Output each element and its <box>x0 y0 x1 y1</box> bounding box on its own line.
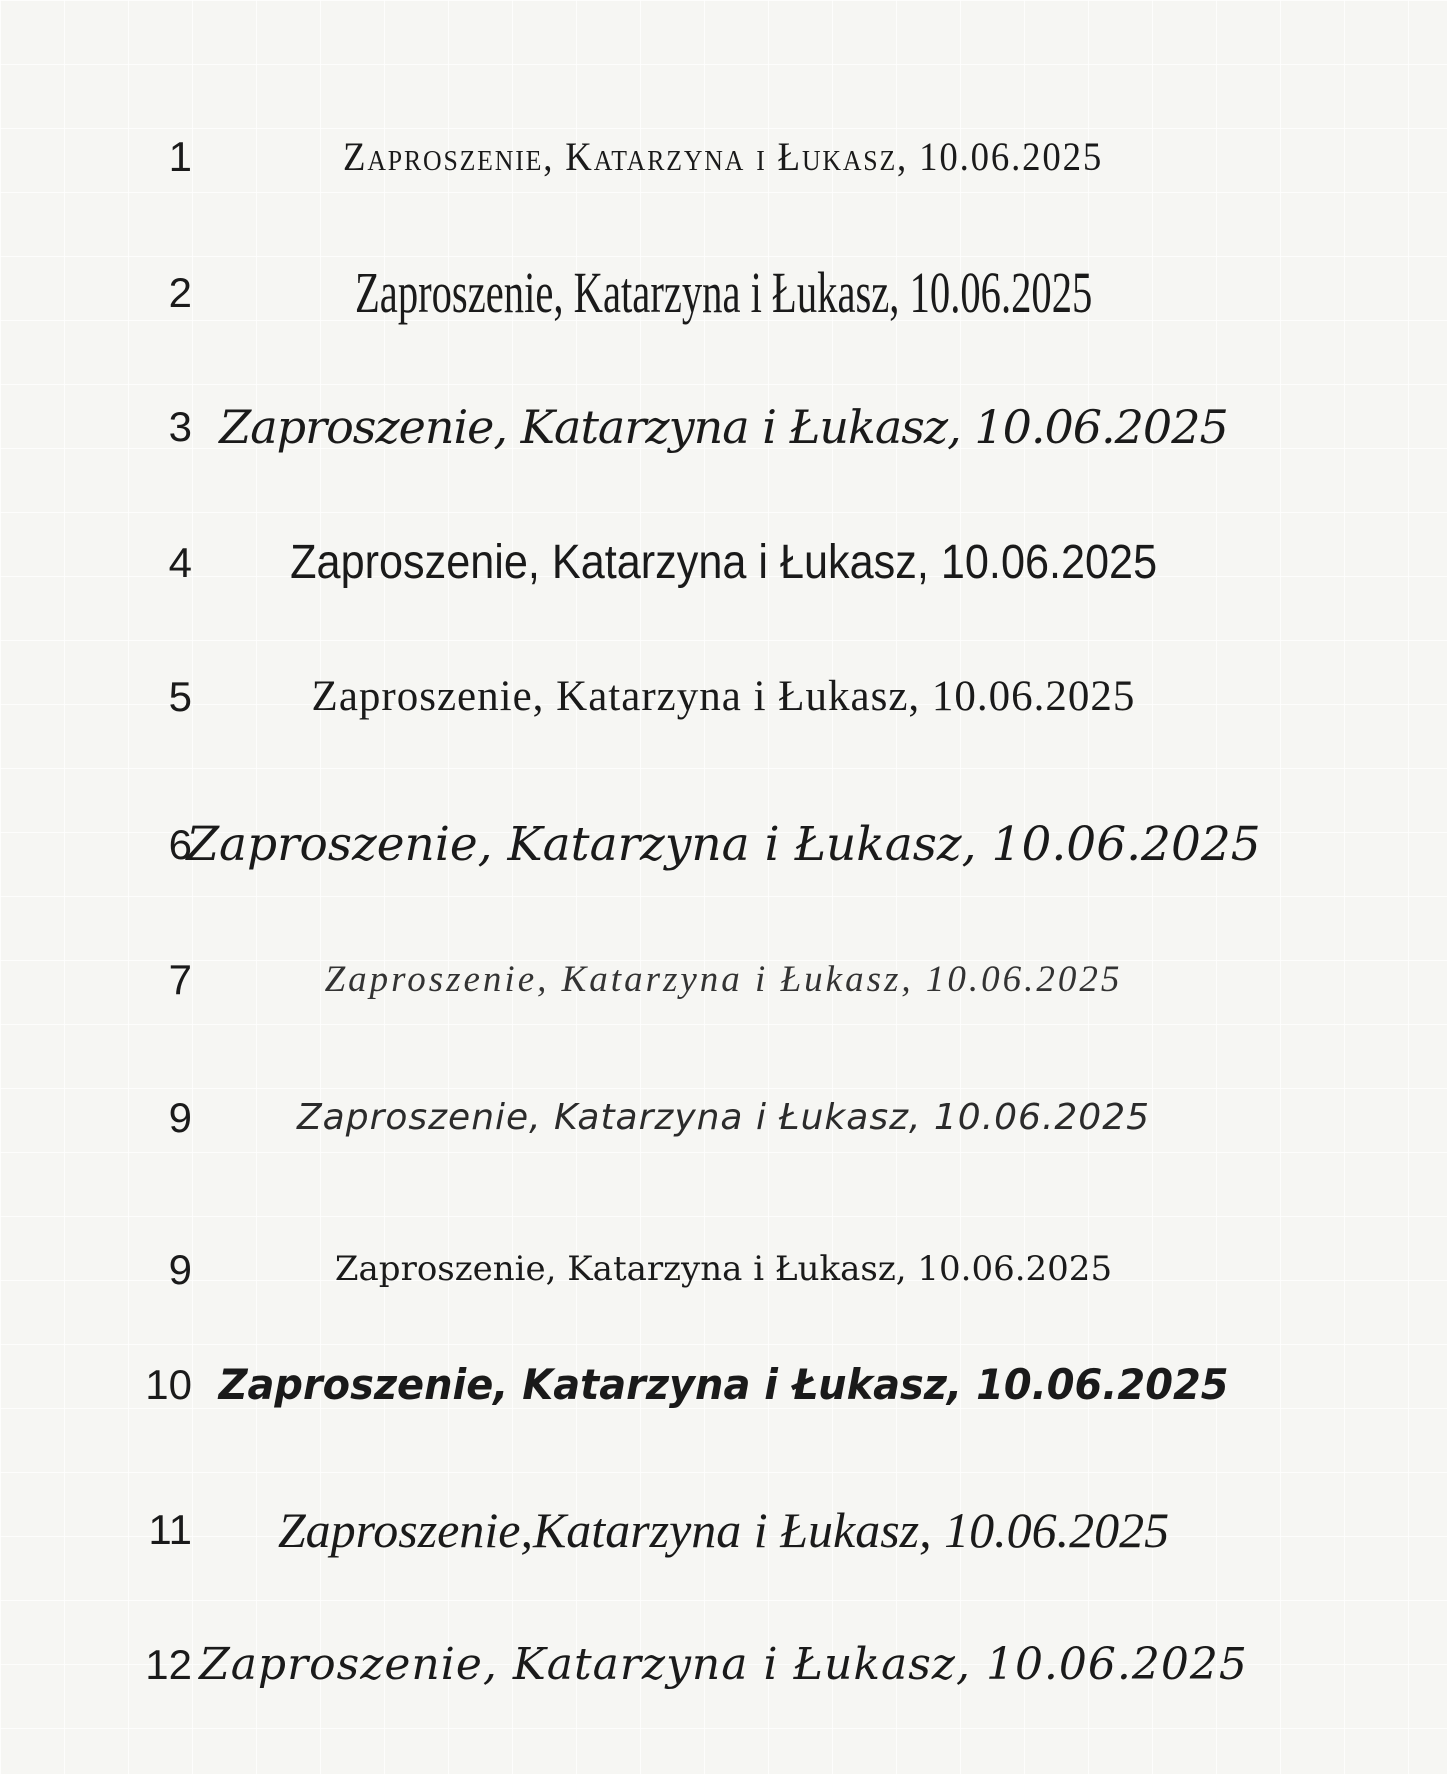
font-sample-row-9 <box>0 1220 1447 1320</box>
font-sample-row-5 <box>0 647 1447 747</box>
font-option-number: 3 <box>168 403 192 450</box>
font-option-number: 2 <box>168 269 192 316</box>
font-sample-row-8 <box>0 1068 1447 1168</box>
font-sample-text: Zaproszenie, Katarzyna i Łukasz, 10.06.2025 <box>290 535 1157 589</box>
font-sample-row-6 <box>0 795 1447 895</box>
font-option-number: 4 <box>168 539 192 586</box>
font-sample-text: Zaproszenie, Katarzyna i Łukasz, 10.06.2025 <box>334 1249 1113 1290</box>
font-sample-row-10 <box>0 1335 1447 1435</box>
font-option-number: 6 <box>168 821 192 868</box>
font-sample-text: Zaproszenie, Katarzyna i Łukasz, 10.06.2025 <box>218 1359 1229 1409</box>
font-sample-row-2 <box>0 243 1447 343</box>
font-option-number: 12 <box>145 1641 192 1688</box>
font-sample-text: Zaproszenie, Katarzyna i Łukasz, 10.06.2025 <box>199 1638 1248 1690</box>
font-option-number: 11 <box>148 1506 192 1553</box>
font-option-number: 1 <box>168 133 192 180</box>
font-option-number: 9 <box>168 1246 192 1293</box>
font-sample-text: Zaproszenie, Katarzyna i Łukasz, 10.06.2025 <box>324 958 1123 1000</box>
font-sample-text: Zaproszenie, Katarzyna i Łukasz, 10.06.2025 <box>343 134 1104 179</box>
font-option-number: 5 <box>168 673 192 720</box>
font-sample-row-1 <box>0 107 1447 207</box>
font-sample-text: Zaproszenie, Katarzyna i Łukasz, 10.06.2025 <box>186 817 1261 873</box>
font-option-number: 10 <box>145 1361 192 1408</box>
font-sample-text: Zaproszenie,Katarzyna i Łukasz, 10.06.2025 <box>277 1501 1170 1558</box>
font-sample-text: Zaproszenie, Katarzyna i Łukasz, 10.06.2025 <box>311 673 1136 721</box>
font-option-number: 9 <box>168 1094 192 1141</box>
font-option-number: 7 <box>168 956 192 1003</box>
font-sample-row-3 <box>0 377 1447 477</box>
font-sample-row-4 <box>0 513 1447 613</box>
font-sample-row-11 <box>0 1480 1447 1580</box>
font-sample-text: Zaproszenie, Katarzyna i Łukasz, 10.06.2025 <box>354 260 1093 326</box>
font-sample-row-7 <box>0 930 1447 1030</box>
font-sample-text: Zaproszenie, Katarzyna i Łukasz, 10.06.2025 <box>219 399 1228 454</box>
font-sample-text: Zaproszenie, Katarzyna i Łukasz, 10.06.2025 <box>297 1097 1150 1139</box>
font-sample-row-12 <box>0 1615 1447 1715</box>
